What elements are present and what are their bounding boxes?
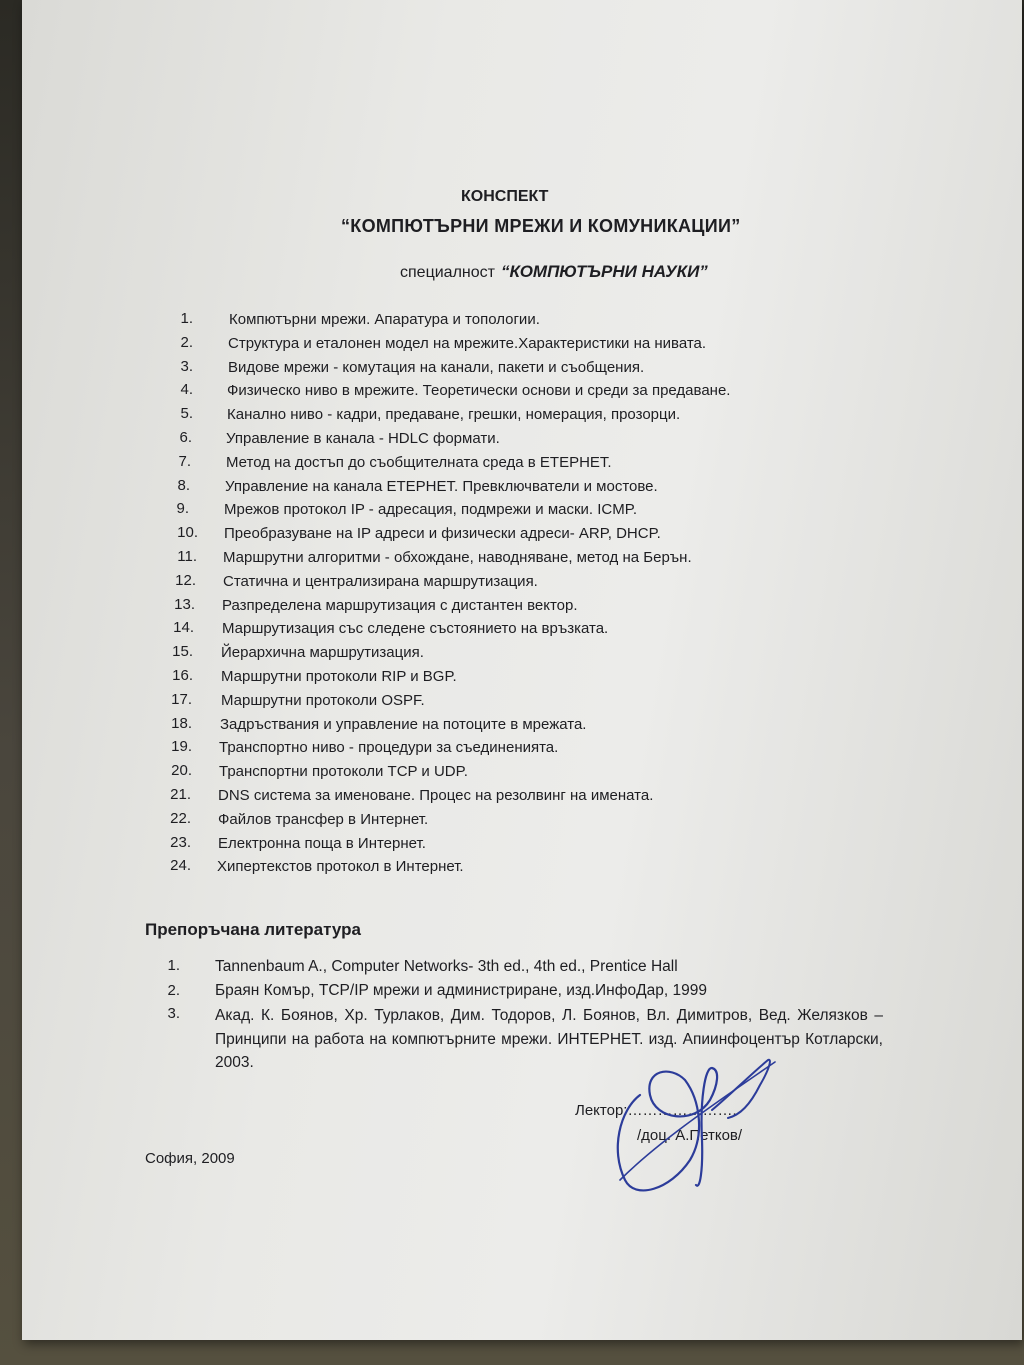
topic-item: Маршрутни протоколи RIP и BGP.	[221, 668, 457, 685]
lector-name: /доц. А.Петков/	[637, 1127, 743, 1144]
topic-number: 3.	[180, 357, 193, 375]
course-title: “КОМПЮТЪРНИ МРЕЖИ И КОМУНИКАЦИИ”	[341, 216, 741, 236]
topic-number: 14.	[173, 619, 194, 637]
specialty-name: “КОМПЮТЪРНИ НАУКИ”	[500, 262, 708, 281]
handwritten-signature	[600, 1040, 790, 1200]
topic-number: 6.	[179, 429, 192, 446]
topic-item: Преобразуване на IP адреси и физически адреси- ARP, DHCP.	[224, 525, 661, 543]
topic-number: 1.	[180, 310, 193, 327]
topic-item: Маршрутни протоколи OSPF.	[221, 691, 425, 709]
topic-item: Файлов трансфер в Интернет.	[218, 810, 429, 828]
reference-item: Браян Комър, TCP/IP мрежи и администриране, изд.ИнфоДар, 1999	[215, 982, 707, 999]
topic-item: Физическо ниво в мрежите. Теоретически основи и среди за предаване.	[227, 382, 731, 400]
topic-number: 10.	[177, 524, 198, 542]
topic-number: 24.	[170, 857, 191, 875]
topic-item: DNS система за именоване. Процес на резолвинг на имената.	[218, 787, 654, 804]
topic-number: 7.	[178, 452, 191, 470]
topic-number: 9.	[176, 500, 189, 518]
topic-number: 21.	[170, 786, 191, 803]
topic-number: 20.	[171, 762, 192, 780]
topic-item: Електронна поща в Интернет.	[218, 834, 426, 852]
specialty-line	[400, 262, 708, 282]
topic-item: Видове мрежи - комутация на канали, пакети и съобщения.	[228, 358, 645, 376]
literature-heading: Препоръчана литература	[145, 920, 361, 939]
topic-item: Маршрутни алгоритми - обхождане, наводняване, метод на Берън.	[223, 549, 692, 566]
topic-item: Структура и еталонен модел на мрежите.Характеристики на нивата.	[228, 334, 707, 352]
topic-item: Управление в канала - HDLC формати.	[226, 430, 500, 447]
topic-number: 23.	[170, 833, 191, 851]
topic-number: 11.	[177, 548, 197, 565]
topic-item: Йерархична маршрутизация.	[221, 644, 424, 662]
topic-number: 2.	[180, 333, 193, 351]
topic-number: 16.	[172, 667, 193, 684]
topic-number: 8.	[177, 476, 190, 494]
document-title: КОНСПЕКТ	[461, 188, 549, 205]
topic-number: 18.	[171, 714, 192, 732]
topic-item: Хипертекстов протокол в Интернет.	[217, 858, 464, 876]
reference-item: Tannenbaum A., Computer Networks- 3th ed., 4th ed., Prentice Hall	[215, 958, 678, 975]
topic-item: Мрежов протокол IP - адресация, подмрежи и маски. ICMP.	[224, 501, 637, 519]
reference-number: 1.	[167, 957, 180, 974]
topic-number: 5.	[180, 405, 193, 423]
topic-item: Маршрутизация със следене състоянието на връзката.	[222, 620, 609, 638]
specialty-label: специалност	[400, 264, 495, 281]
topic-item: Транспортно ниво - процедури за съединенията.	[219, 739, 559, 757]
topic-item: Канално ниво - кадри, предаване, грешки, номерация, прозорци.	[227, 406, 681, 424]
topic-number: 15.	[172, 643, 193, 661]
topic-number: 13.	[174, 595, 195, 613]
reference-item: Акад. К. Боянов, Хр. Турлаков, Дим. Тодоров, Л. Боянов, Вл. Димитров, Вед. Желязков – Принципи на работа на компютърните мрежи. ИНТЕРНЕТ. изд. Апиинфоцентър Котларски, 2003.	[215, 1007, 883, 1071]
topic-number: 4.	[180, 381, 193, 399]
topic-item: Транспортни протоколи TCP и UDP.	[219, 763, 468, 781]
topic-number: 12.	[175, 571, 196, 589]
topic-number: 19.	[171, 738, 192, 756]
reference-number: 2.	[167, 982, 180, 999]
topic-item: Компютърни мрежи. Апаратура и топологии.	[229, 311, 540, 328]
topic-number: 22.	[170, 809, 191, 827]
topic-item: Метод на достъп до съобщителната среда в ЕТЕРНЕТ.	[226, 453, 612, 471]
topic-item: Разпределена маршрутизация с дистантен вектор.	[222, 596, 578, 614]
topic-item: Статична и централизирана маршрутизация.	[223, 572, 538, 590]
city-year: София, 2009	[145, 1150, 235, 1167]
lector-line: Лектор:………………….	[575, 1102, 737, 1119]
reference-number: 3.	[167, 1005, 180, 1022]
topic-item: Задръствания и управление на потоците в мрежата.	[220, 715, 587, 733]
topic-item: Управление на канала ЕТЕРНЕТ. Превключватели и мостове.	[225, 477, 658, 495]
topic-number: 17.	[171, 690, 192, 708]
